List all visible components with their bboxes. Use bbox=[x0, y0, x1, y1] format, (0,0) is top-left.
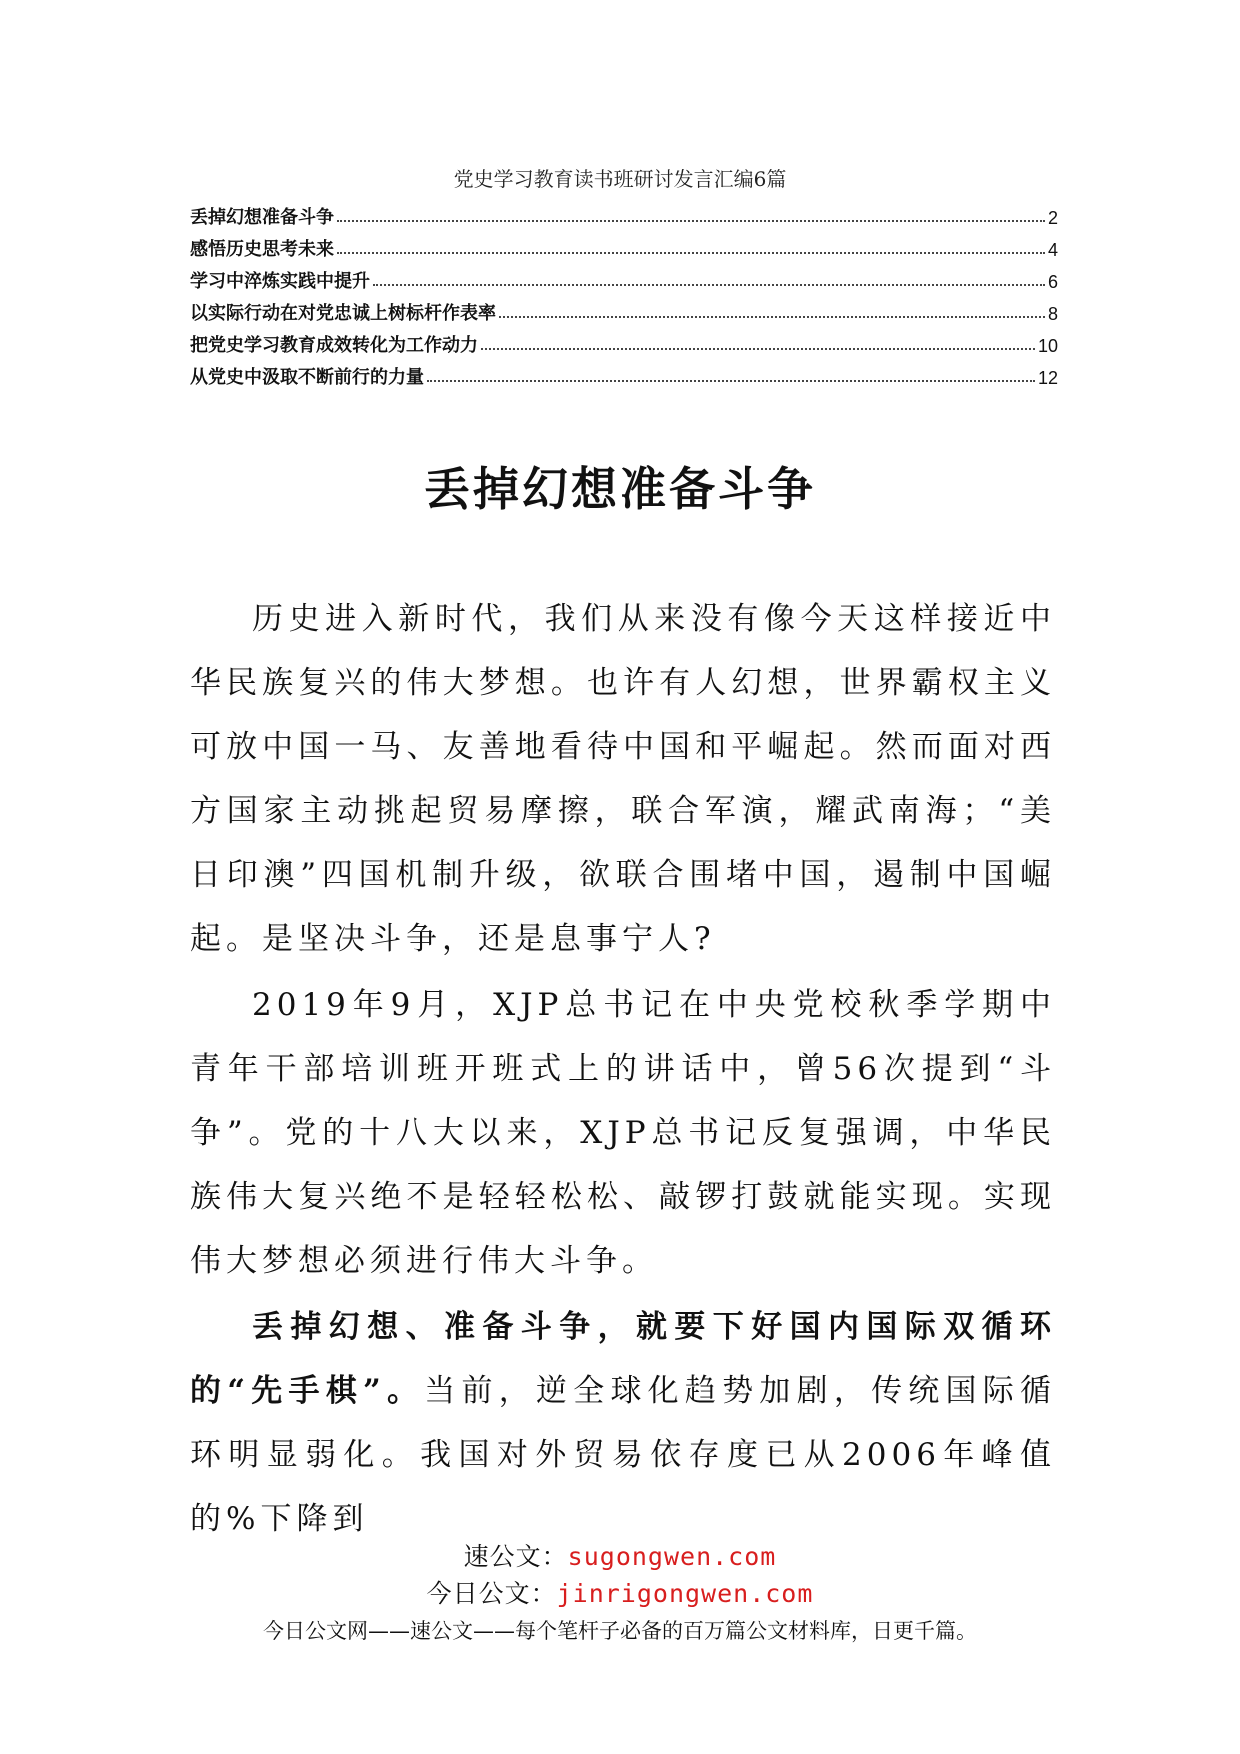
toc-leader-dots bbox=[373, 283, 1045, 286]
paragraph bbox=[190, 1295, 1056, 1551]
toc-entry-page: 12 bbox=[1037, 368, 1058, 388]
footer-site-label: 今日公文： bbox=[426, 1579, 557, 1608]
footer-site-link[interactable]: sugongwen.com bbox=[567, 1542, 777, 1571]
paragraph-text: 当前，逆全球化趋势加剧，传统国际循环明显弱化。我国对外贸易依存度已从2006年峰值的%下降到 bbox=[190, 1373, 1057, 1537]
footer-site-line bbox=[0, 1538, 1240, 1575]
document-header-title: 党史学习教育读书班研讨发言汇编6篇 bbox=[453, 167, 787, 191]
toc-entry[interactable] bbox=[190, 197, 1058, 229]
toc-entry[interactable] bbox=[190, 261, 1058, 293]
toc-entry[interactable] bbox=[190, 293, 1058, 325]
toc-entry-page: 10 bbox=[1037, 336, 1058, 356]
toc-entry[interactable] bbox=[190, 325, 1058, 357]
footer-site-label: 速公文： bbox=[463, 1542, 568, 1571]
toc-entry-title: 以实际行动在对党忠诚上树标杆作表率 bbox=[190, 303, 496, 324]
toc-leader-dots bbox=[337, 251, 1045, 254]
toc-entry-page: 4 bbox=[1047, 240, 1058, 260]
toc-entry-page: 2 bbox=[1047, 208, 1058, 228]
toc-leader-dots bbox=[427, 379, 1035, 382]
toc-entry-title: 把党史学习教育成效转化为工作动力 bbox=[190, 335, 478, 356]
paragraph: 2019年9月，XJP总书记在中央党校秋季学期中青年干部培训班开班式上的讲话中，曾56次提到“斗争”。党的十八大以来，XJP总书记反复强调，中华民族伟大复兴绝不是轻轻松松、敲锣打鼓就能实现。实现伟大梦想必须进行伟大斗争。 bbox=[190, 987, 1056, 1279]
footer-site-line bbox=[0, 1575, 1240, 1612]
article-title: 丢掉幻想准备斗争 bbox=[424, 461, 816, 516]
toc-entry-page: 6 bbox=[1047, 272, 1058, 292]
toc-leader-dots bbox=[337, 219, 1045, 222]
toc-entry-title: 丢掉幻想准备斗争 bbox=[190, 207, 334, 228]
paragraph-lead-sentence: 丢掉幻想、准备斗争，就要下好国内国际双循环的“先手棋”。 bbox=[190, 1309, 1056, 1409]
toc-entry[interactable] bbox=[190, 229, 1058, 261]
footer-site-link[interactable]: jinrigongwen.com bbox=[556, 1579, 814, 1608]
toc-entry-title: 从党史中汲取不断前行的力量 bbox=[190, 367, 424, 388]
toc-entry-title: 感悟历史思考未来 bbox=[190, 239, 334, 260]
article-body bbox=[190, 587, 1056, 1551]
toc-leader-dots bbox=[499, 315, 1045, 318]
toc-leader-dots bbox=[481, 347, 1035, 350]
paragraph: 历史进入新时代，我们从来没有像今天这样接近中华民族复兴的伟大梦想。也许有人幻想，世界霸权主义可放中国一马、友善地看待中国和平崛起。然而面对西方国家主动挑起贸易摩擦，联合军演，耀武南海；“美日印澳”四国机制升级，欲联合围堵中国，遏制中国崛起。是坚决斗争，还是息事宁人? bbox=[190, 601, 1056, 957]
table-of-contents bbox=[190, 197, 1058, 389]
footer bbox=[0, 1538, 1240, 1648]
toc-entry-page: 8 bbox=[1047, 304, 1058, 324]
toc-entry[interactable] bbox=[190, 357, 1058, 389]
toc-entry-title: 学习中淬炼实践中提升 bbox=[190, 271, 370, 292]
footer-slogan: 今日公文网——速公文——每个笔杆子必备的百万篇公文材料库，日更千篇。 bbox=[263, 1619, 977, 1643]
